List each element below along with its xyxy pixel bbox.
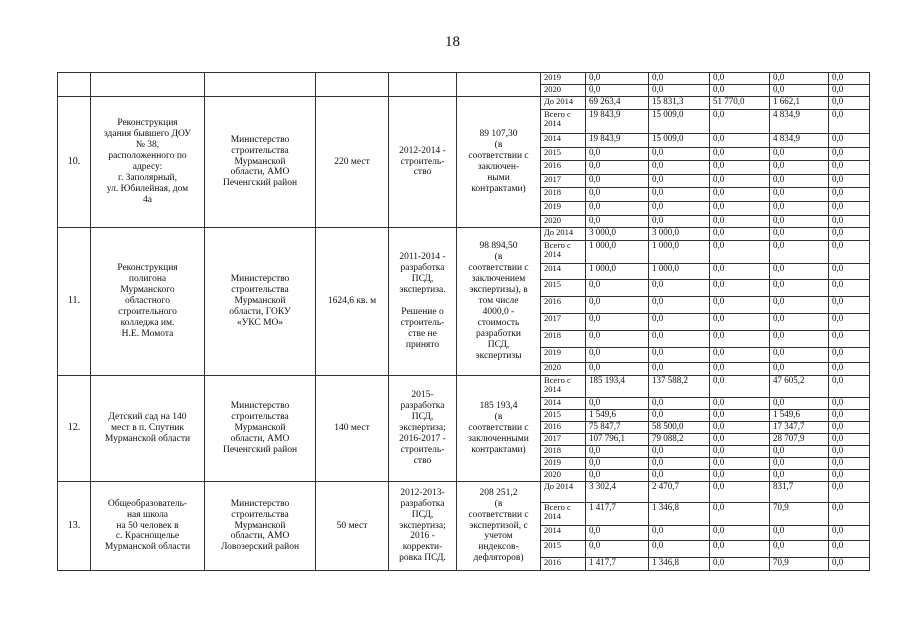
cost-cell: 185 193,4 (в соответствии с заключенными контрактами)	[457, 376, 541, 482]
federal-budget-cell: 0,0	[649, 148, 710, 161]
cost-cell: 89 107,30 (в соответствии с заключен- ными контрактами)	[457, 97, 541, 228]
regional-budget-cell: 0,0	[710, 264, 770, 280]
year-cell: 2016	[541, 297, 586, 314]
federal-budget-cell: 0,0	[649, 398, 710, 410]
federal-budget-cell: 15 831,3	[649, 97, 710, 110]
capacity-cell	[316, 73, 389, 97]
federal-budget-cell: 0,0	[649, 188, 710, 202]
total-value-cell: 185 193,4	[586, 376, 649, 398]
total-value-cell: 0,0	[586, 161, 649, 175]
year-cell: 2015	[541, 410, 586, 422]
other-sources-cell: 0,0	[829, 297, 870, 314]
local-budget-cell: 0,0	[770, 363, 829, 376]
local-budget-cell: 0,0	[770, 148, 829, 161]
total-value-cell: 75 847,7	[586, 422, 649, 434]
regional-budget-cell: 0,0	[710, 175, 770, 188]
cost-cell: 98 894,50 (в соответствии с заключением экспертизы), в том числе 4000,0 - стоимость разработки ПСД, экспертизы	[457, 228, 541, 376]
year-cell: 2019	[541, 458, 586, 470]
total-value-cell: 0,0	[586, 363, 649, 376]
investment-projects-table	[57, 72, 870, 571]
regional-budget-cell: 0,0	[710, 446, 770, 458]
table-row	[58, 73, 870, 85]
other-sources-cell: 0,0	[829, 241, 870, 264]
federal-budget-cell: 0,0	[649, 348, 710, 363]
local-budget-cell: 0,0	[770, 297, 829, 314]
other-sources-cell: 0,0	[829, 526, 870, 541]
year-cell: 2016	[541, 558, 586, 571]
total-value-cell: 0,0	[586, 148, 649, 161]
other-sources-cell: 0,0	[829, 314, 870, 331]
year-cell: 2019	[541, 202, 586, 216]
table-row	[58, 228, 870, 241]
regional-budget-cell: 0,0	[710, 503, 770, 526]
federal-budget-cell: 0,0	[649, 216, 710, 228]
regional-budget-cell: 0,0	[710, 134, 770, 148]
total-value-cell: 0,0	[586, 297, 649, 314]
local-budget-cell: 1 549,6	[770, 410, 829, 422]
executor-cell: Министерство строительства Мурманской области, АМО Печенгский район	[205, 97, 316, 228]
federal-budget-cell: 0,0	[649, 446, 710, 458]
year-cell: 2020	[541, 470, 586, 482]
period-cell: 2015- разработка ПСД, экспертиза; 2016-2017 - строитель- ство	[389, 376, 457, 482]
other-sources-cell: 0,0	[829, 85, 870, 97]
table-row	[58, 482, 870, 503]
regional-budget-cell: 0,0	[710, 458, 770, 470]
federal-budget-cell: 0,0	[649, 280, 710, 297]
federal-budget-cell: 1 000,0	[649, 241, 710, 264]
year-cell: Всего с 2014	[541, 376, 586, 398]
cost-cell	[457, 73, 541, 97]
federal-budget-cell: 0,0	[649, 175, 710, 188]
other-sources-cell: 0,0	[829, 110, 870, 134]
total-value-cell: 69 263,4	[586, 97, 649, 110]
total-value-cell: 0,0	[586, 541, 649, 558]
year-cell: 2015	[541, 541, 586, 558]
year-cell: 2015	[541, 280, 586, 297]
other-sources-cell: 0,0	[829, 458, 870, 470]
regional-budget-cell: 0,0	[710, 280, 770, 297]
federal-budget-cell: 0,0	[649, 363, 710, 376]
federal-budget-cell: 3 000,0	[649, 228, 710, 241]
project-number-cell: 11.	[58, 228, 91, 376]
federal-budget-cell: 0,0	[649, 85, 710, 97]
regional-budget-cell: 0,0	[710, 297, 770, 314]
other-sources-cell: 0,0	[829, 175, 870, 188]
federal-budget-cell: 0,0	[649, 541, 710, 558]
total-value-cell: 1 417,7	[586, 503, 649, 526]
other-sources-cell: 0,0	[829, 73, 870, 85]
federal-budget-cell: 2 470,7	[649, 482, 710, 503]
other-sources-cell: 0,0	[829, 482, 870, 503]
local-budget-cell: 0,0	[770, 175, 829, 188]
executor-cell: Министерство строительства Мурманской области, ГОКУ «УКС МО»	[205, 228, 316, 376]
other-sources-cell: 0,0	[829, 161, 870, 175]
local-budget-cell: 0,0	[770, 85, 829, 97]
local-budget-cell: 0,0	[770, 73, 829, 85]
federal-budget-cell: 15 009,0	[649, 110, 710, 134]
regional-budget-cell: 0,0	[710, 348, 770, 363]
other-sources-cell: 0,0	[829, 434, 870, 446]
local-budget-cell: 0,0	[770, 470, 829, 482]
local-budget-cell: 831,7	[770, 482, 829, 503]
federal-budget-cell: 15 009,0	[649, 134, 710, 148]
federal-budget-cell: 0,0	[649, 526, 710, 541]
local-budget-cell: 70,9	[770, 503, 829, 526]
year-cell: 2015	[541, 148, 586, 161]
local-budget-cell: 0,0	[770, 228, 829, 241]
year-cell: 2014	[541, 398, 586, 410]
regional-budget-cell: 0,0	[710, 434, 770, 446]
year-cell: 2016	[541, 161, 586, 175]
name-cell	[91, 73, 205, 97]
number-cell	[58, 73, 91, 97]
year-cell: 2018	[541, 188, 586, 202]
cost-cell: 208 251,2 (в соответствии с экспертизой, с учетом индексов- дефляторов)	[457, 482, 541, 571]
local-budget-cell: 4 834,9	[770, 110, 829, 134]
total-value-cell: 0,0	[586, 280, 649, 297]
local-budget-cell: 17 347,7	[770, 422, 829, 434]
year-cell: 2020	[541, 363, 586, 376]
total-value-cell: 107 796,1	[586, 434, 649, 446]
executor-cell: Министерство строительства Мурманской области, АМО Ловозерский район	[205, 482, 316, 571]
local-budget-cell: 4 834,9	[770, 134, 829, 148]
period-cell: 2012-2013- разработка ПСД, экспертиза; 2016 - корректи- ровка ПСД.	[389, 482, 457, 571]
regional-budget-cell: 0,0	[710, 161, 770, 175]
federal-budget-cell: 0,0	[649, 297, 710, 314]
total-value-cell: 1 549,6	[586, 410, 649, 422]
federal-budget-cell: 1 346,8	[649, 558, 710, 571]
year-cell: Всего с 2014	[541, 241, 586, 264]
total-value-cell: 0,0	[586, 470, 649, 482]
local-budget-cell: 70,9	[770, 558, 829, 571]
regional-budget-cell: 0,0	[710, 541, 770, 558]
other-sources-cell: 0,0	[829, 470, 870, 482]
other-sources-cell: 0,0	[829, 503, 870, 526]
year-cell: 2020	[541, 216, 586, 228]
period-cell	[389, 73, 457, 97]
local-budget-cell: 47 605,2	[770, 376, 829, 398]
regional-budget-cell: 0,0	[710, 216, 770, 228]
year-cell: 2014	[541, 526, 586, 541]
federal-budget-cell: 0,0	[649, 470, 710, 482]
year-cell: Всего с 2014	[541, 110, 586, 134]
local-budget-cell: 0,0	[770, 541, 829, 558]
total-value-cell: 0,0	[586, 458, 649, 470]
other-sources-cell: 0,0	[829, 422, 870, 434]
local-budget-cell: 0,0	[770, 241, 829, 264]
other-sources-cell: 0,0	[829, 348, 870, 363]
total-value-cell: 0,0	[586, 188, 649, 202]
year-cell: До 2014	[541, 97, 586, 110]
year-cell: До 2014	[541, 228, 586, 241]
regional-budget-cell: 0,0	[710, 398, 770, 410]
total-value-cell: 1 000,0	[586, 241, 649, 264]
regional-budget-cell: 0,0	[710, 410, 770, 422]
total-value-cell: 3 302,4	[586, 482, 649, 503]
total-value-cell: 1 000,0	[586, 264, 649, 280]
regional-budget-cell: 0,0	[710, 363, 770, 376]
year-cell: 2017	[541, 434, 586, 446]
project-name-cell: Реконструкция полигона Мурманского областного строительного колледжа им. Н.Е. Момота	[91, 228, 205, 376]
period-cell: 2012-2014 - строитель- ство	[389, 97, 457, 228]
regional-budget-cell: 0,0	[710, 470, 770, 482]
regional-budget-cell: 0,0	[710, 331, 770, 348]
total-value-cell: 1 417,7	[586, 558, 649, 571]
local-budget-cell: 0,0	[770, 202, 829, 216]
project-number-cell: 13.	[58, 482, 91, 571]
total-value-cell: 0,0	[586, 331, 649, 348]
local-budget-cell: 1 662,1	[770, 97, 829, 110]
local-budget-cell: 0,0	[770, 161, 829, 175]
regional-budget-cell: 0,0	[710, 376, 770, 398]
federal-budget-cell: 0,0	[649, 314, 710, 331]
total-value-cell: 19 843,9	[586, 110, 649, 134]
capacity-cell: 50 мест	[316, 482, 389, 571]
other-sources-cell: 0,0	[829, 363, 870, 376]
other-sources-cell: 0,0	[829, 376, 870, 398]
federal-budget-cell: 1 346,8	[649, 503, 710, 526]
capacity-cell: 220 мест	[316, 97, 389, 228]
other-sources-cell: 0,0	[829, 558, 870, 571]
other-sources-cell: 0,0	[829, 541, 870, 558]
local-budget-cell: 28 707,9	[770, 434, 829, 446]
page-number: 18	[445, 34, 460, 50]
federal-budget-cell: 79 088,2	[649, 434, 710, 446]
other-sources-cell: 0,0	[829, 97, 870, 110]
local-budget-cell: 0,0	[770, 446, 829, 458]
federal-budget-cell: 137 588,2	[649, 376, 710, 398]
year-cell: 2019	[541, 73, 586, 85]
table-row	[58, 376, 870, 398]
federal-budget-cell: 0,0	[649, 410, 710, 422]
other-sources-cell: 0,0	[829, 188, 870, 202]
year-cell: 2016	[541, 422, 586, 434]
regional-budget-cell: 0,0	[710, 228, 770, 241]
other-sources-cell: 0,0	[829, 410, 870, 422]
federal-budget-cell: 1 000,0	[649, 264, 710, 280]
table-body	[58, 73, 870, 571]
project-number-cell: 12.	[58, 376, 91, 482]
federal-budget-cell: 0,0	[649, 331, 710, 348]
total-value-cell: 0,0	[586, 175, 649, 188]
project-name-cell: Детский сад на 140 мест в п. Спутник Мурманской области	[91, 376, 205, 482]
other-sources-cell: 0,0	[829, 398, 870, 410]
local-budget-cell: 0,0	[770, 314, 829, 331]
other-sources-cell: 0,0	[829, 202, 870, 216]
total-value-cell: 0,0	[586, 314, 649, 331]
regional-budget-cell: 0,0	[710, 85, 770, 97]
federal-budget-cell: 58 500,0	[649, 422, 710, 434]
regional-budget-cell: 51 770,0	[710, 97, 770, 110]
regional-budget-cell: 0,0	[710, 482, 770, 503]
other-sources-cell: 0,0	[829, 331, 870, 348]
regional-budget-cell: 0,0	[710, 422, 770, 434]
total-value-cell: 0,0	[586, 85, 649, 97]
regional-budget-cell: 0,0	[710, 202, 770, 216]
project-number-cell: 10.	[58, 97, 91, 228]
year-cell: До 2014	[541, 482, 586, 503]
local-budget-cell: 0,0	[770, 216, 829, 228]
local-budget-cell: 0,0	[770, 331, 829, 348]
year-cell: 2014	[541, 264, 586, 280]
total-value-cell: 3 000,0	[586, 228, 649, 241]
year-cell: 2014	[541, 134, 586, 148]
total-value-cell: 0,0	[586, 202, 649, 216]
other-sources-cell: 0,0	[829, 216, 870, 228]
other-sources-cell: 0,0	[829, 228, 870, 241]
other-sources-cell: 0,0	[829, 264, 870, 280]
other-sources-cell: 0,0	[829, 446, 870, 458]
other-sources-cell: 0,0	[829, 280, 870, 297]
regional-budget-cell: 0,0	[710, 73, 770, 85]
capacity-cell: 1624,6 кв. м	[316, 228, 389, 376]
regional-budget-cell: 0,0	[710, 188, 770, 202]
local-budget-cell: 0,0	[770, 280, 829, 297]
regional-budget-cell: 0,0	[710, 148, 770, 161]
local-budget-cell: 0,0	[770, 348, 829, 363]
local-budget-cell: 0,0	[770, 458, 829, 470]
table-row	[58, 97, 870, 110]
regional-budget-cell: 0,0	[710, 526, 770, 541]
other-sources-cell: 0,0	[829, 148, 870, 161]
capacity-cell: 140 мест	[316, 376, 389, 482]
year-cell: 2017	[541, 314, 586, 331]
year-cell: 2020	[541, 85, 586, 97]
project-name-cell: Реконструкция здания бывшего ДОУ № 38, расположенного по адресу: г. Заполярный, ул. Юбилейная, дом 4а	[91, 97, 205, 228]
regional-budget-cell: 0,0	[710, 110, 770, 134]
executor-cell	[205, 73, 316, 97]
other-sources-cell: 0,0	[829, 134, 870, 148]
total-value-cell: 0,0	[586, 216, 649, 228]
local-budget-cell: 0,0	[770, 398, 829, 410]
federal-budget-cell: 0,0	[649, 73, 710, 85]
regional-budget-cell: 0,0	[710, 314, 770, 331]
federal-budget-cell: 0,0	[649, 161, 710, 175]
local-budget-cell: 0,0	[770, 526, 829, 541]
total-value-cell: 0,0	[586, 526, 649, 541]
year-cell: 2017	[541, 175, 586, 188]
total-value-cell: 0,0	[586, 398, 649, 410]
total-value-cell: 19 843,9	[586, 134, 649, 148]
regional-budget-cell: 0,0	[710, 558, 770, 571]
federal-budget-cell: 0,0	[649, 458, 710, 470]
federal-budget-cell: 0,0	[649, 202, 710, 216]
project-name-cell: Общеобразователь- ная школа на 50 человек в с. Краснощелье Мурманской области	[91, 482, 205, 571]
year-cell: 2018	[541, 331, 586, 348]
executor-cell: Министерство строительства Мурманской области, АМО Печенгский район	[205, 376, 316, 482]
total-value-cell: 0,0	[586, 73, 649, 85]
year-cell: Всего с 2014	[541, 503, 586, 526]
local-budget-cell: 0,0	[770, 264, 829, 280]
total-value-cell: 0,0	[586, 446, 649, 458]
year-cell: 2018	[541, 446, 586, 458]
year-cell: 2019	[541, 348, 586, 363]
period-cell: 2011-2014 - разработка ПСД, экспертиза. Решение о строитель- стве не принято	[389, 228, 457, 376]
total-value-cell: 0,0	[586, 348, 649, 363]
regional-budget-cell: 0,0	[710, 241, 770, 264]
local-budget-cell: 0,0	[770, 188, 829, 202]
